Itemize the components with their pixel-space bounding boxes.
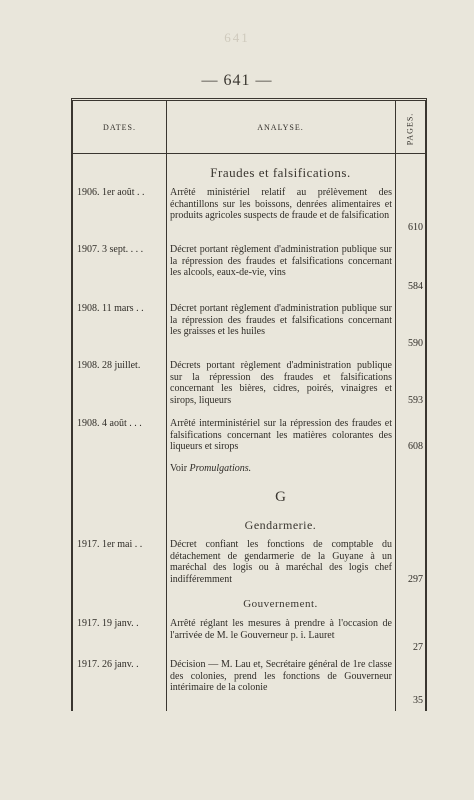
entry-page: 610 xyxy=(408,222,423,233)
section-title: Gouvernement. xyxy=(243,598,318,610)
index-table xyxy=(71,98,427,711)
entry-date: 1907. 3 sept. . . . xyxy=(77,244,144,255)
page-number: — 641 — xyxy=(201,72,273,89)
see-also-note xyxy=(170,463,251,474)
entry-date: 1917. 19 janv. . xyxy=(77,618,139,629)
header-dates: DATES. xyxy=(103,123,136,132)
entry-text: Décret confiant les fonctions de comptable du détachement de gendarmerie de la Guyane à un maréchal des logis ou à maréchal des logis chef indifféremment xyxy=(170,539,392,585)
entry-date: 1906. 1er août . . xyxy=(77,187,145,198)
entry-page: 608 xyxy=(408,441,423,452)
entry-text: Décret portant règlement d'administration publique sur la répression des fraudes et falsifications concernant les graisses et les huiles xyxy=(170,303,392,338)
table-header xyxy=(73,101,425,154)
entry-text: Arrêté interministériel sur la répression des fraudes et falsifications concernant les matières colorantes des liqueurs et sirops xyxy=(170,418,392,453)
see-also-label: Voir xyxy=(170,463,188,474)
header-analyse: ANALYSE. xyxy=(257,123,304,132)
column-divider-dates xyxy=(166,101,167,711)
entry-page: 593 xyxy=(408,395,423,406)
entry-date: 1908. 11 mars . . xyxy=(77,303,144,314)
entry-page: 297 xyxy=(408,574,423,585)
see-also-reference: Promulgations. xyxy=(189,463,252,474)
entry-date: 1908. 4 août . . . xyxy=(77,418,142,429)
entry-text: Arrêté réglant les mesures à prendre à l'occasion de l'arrivée de M. le Gouverneur p. i. Lauret xyxy=(170,618,392,641)
entry-text: Décret portant règlement d'administration publique sur la répression des fraudes et falsifications concernant les alcools, eaux-de-vie, vins xyxy=(170,244,392,279)
section-title: Gendarmerie. xyxy=(244,518,317,532)
entry-text: Arrêté ministériel relatif au prélèvement des échantillons sur les boissons, denrées alimentaires et produits agricoles suspects de fraude et de falsification xyxy=(170,187,392,222)
entry-page: 584 xyxy=(408,281,423,292)
entry-date: 1917. 26 janv. . xyxy=(77,659,139,670)
section-letter: G xyxy=(275,489,286,505)
section-title: Fraudes et falsifications. xyxy=(210,165,351,180)
header-pages: PAGES. xyxy=(405,112,415,146)
entry-page: 35 xyxy=(413,695,423,706)
entry-date: 1908. 28 juillet. xyxy=(77,360,141,371)
entry-date: 1917. 1er mai . . xyxy=(77,539,143,550)
column-divider-pages xyxy=(395,101,396,711)
entry-page: 27 xyxy=(413,642,423,653)
bleed-through-text: 641 xyxy=(224,30,250,45)
entry-text: Décrets portant règlement d'administration publique sur la répression des fraudes et falsifications concernant les bières, cidres, poirés, vinaigres et sirops, liqueurs xyxy=(170,360,392,406)
entry-text: Décision — M. Lau et, Secrétaire général de 1re classe des colonies, prend les fonctions de Gouverneur intérimaire de la colonie xyxy=(170,659,392,694)
entry-page: 590 xyxy=(408,338,423,349)
